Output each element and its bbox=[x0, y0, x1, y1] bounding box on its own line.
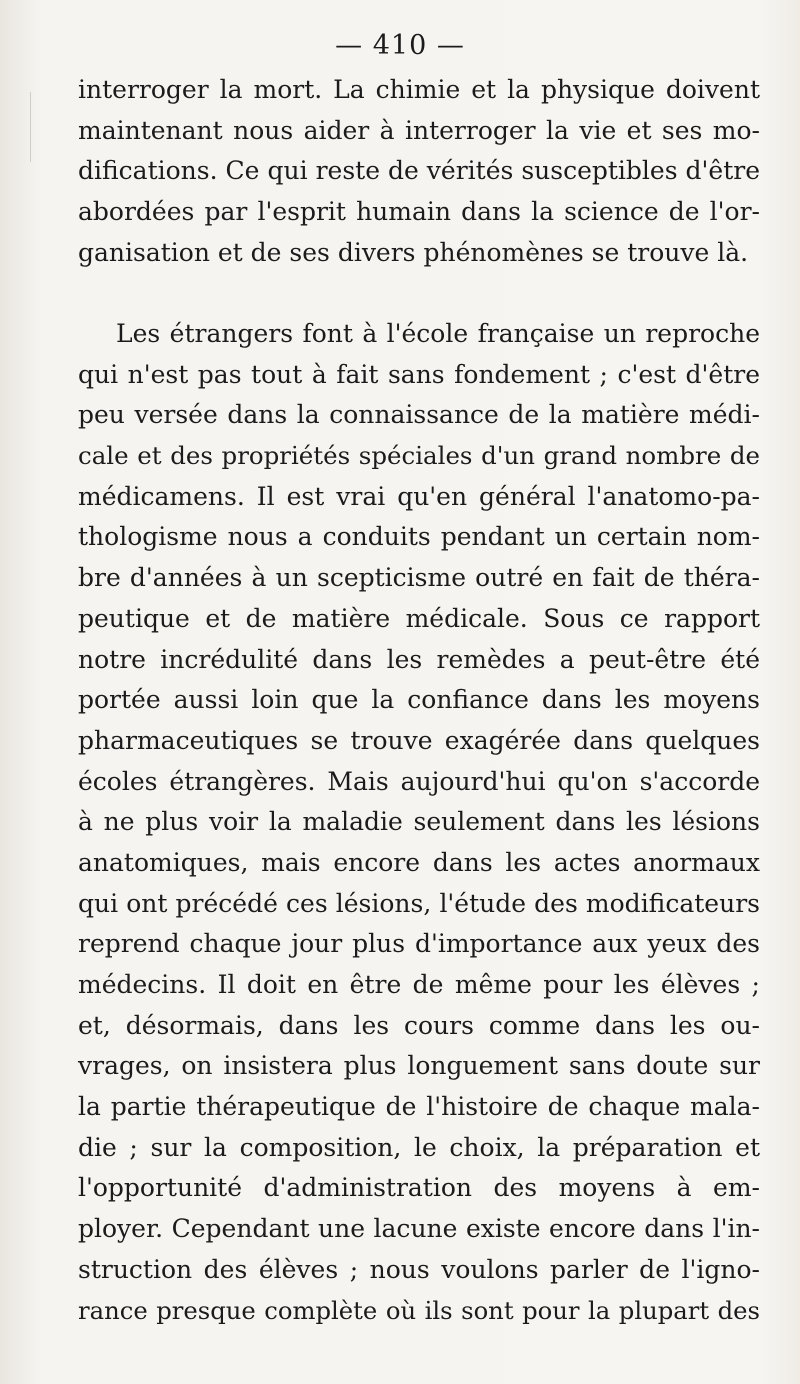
text-line: reprend chaque jour plus d'importance aux yeux des bbox=[78, 929, 760, 959]
text-line: die ; sur la composition, le choix, la préparation et bbox=[78, 1132, 760, 1162]
text-line: bre d'années à un scepticisme outré en fait de théra- bbox=[78, 563, 760, 593]
text-line: difications. Ce qui reste de vérités susceptibles d'être bbox=[78, 156, 760, 186]
text-line: Les étrangers font à l'école française un reproche bbox=[116, 319, 760, 348]
paragraph-2 bbox=[78, 314, 760, 1331]
page-number: — 410 — bbox=[335, 30, 465, 61]
text-line: peutique et de matière médicale. Sous ce rapport bbox=[78, 603, 760, 633]
text-line: l'opportunité d'administration des moyens à em- bbox=[78, 1173, 760, 1203]
text-line: qui ont précédé ces lésions, l'étude des modificateurs bbox=[78, 888, 760, 918]
binding-edge-mark bbox=[30, 92, 37, 162]
text-line: vrages, on insistera plus longuement sans doute sur bbox=[78, 1051, 760, 1081]
paragraph-1 bbox=[78, 70, 760, 273]
text-line: notre incrédulité dans les remèdes a peut-être été bbox=[78, 644, 760, 674]
text-line: peu versée dans la connaissance de la matière médi- bbox=[78, 400, 760, 430]
text-line: abordées par l'esprit humain dans la science de l'or- bbox=[78, 197, 760, 227]
text-line: pharmaceutiques se trouve exagérée dans quelques bbox=[78, 725, 760, 755]
text-line: ganisation et de ses divers phénomènes se trouve là. bbox=[78, 237, 749, 267]
text-line: la partie thérapeutique de l'histoire de chaque mala- bbox=[78, 1092, 760, 1122]
text-line: cale et des propriétés spéciales d'un grand nombre de bbox=[78, 441, 760, 471]
text-line: qui n'est pas tout à fait sans fondement ; c'est d'être bbox=[78, 359, 760, 389]
text-line: portée aussi loin que la confiance dans les moyens bbox=[78, 685, 760, 715]
text-line: interroger la mort. La chimie et la physique doivent bbox=[78, 75, 760, 104]
text-line: struction des élèves ; nous voulons parler de l'igno- bbox=[78, 1254, 760, 1284]
text-line: médicamens. Il est vrai qu'en général l'anatomo-pa- bbox=[78, 481, 760, 511]
text-line: et, désormais, dans les cours comme dans les ou- bbox=[78, 1010, 760, 1040]
text-line: maintenant nous aider à interroger la vie et ses mo- bbox=[78, 115, 760, 145]
text-line: médecins. Il doit en être de même pour les élèves ; bbox=[78, 970, 760, 999]
text-line: à ne plus voir la maladie seulement dans les lésions bbox=[78, 807, 760, 837]
text-line: ployer. Cependant une lacune existe encore dans l'in- bbox=[78, 1214, 760, 1244]
text-line: thologisme nous a conduits pendant un certain nom- bbox=[78, 522, 760, 552]
text-line: rance presque complète où ils sont pour la plupart des bbox=[78, 1295, 760, 1325]
text-line: écoles étrangères. Mais aujourd'hui qu'on s'accorde bbox=[78, 766, 760, 796]
text-line: anatomiques, mais encore dans les actes anormaux bbox=[78, 847, 760, 877]
